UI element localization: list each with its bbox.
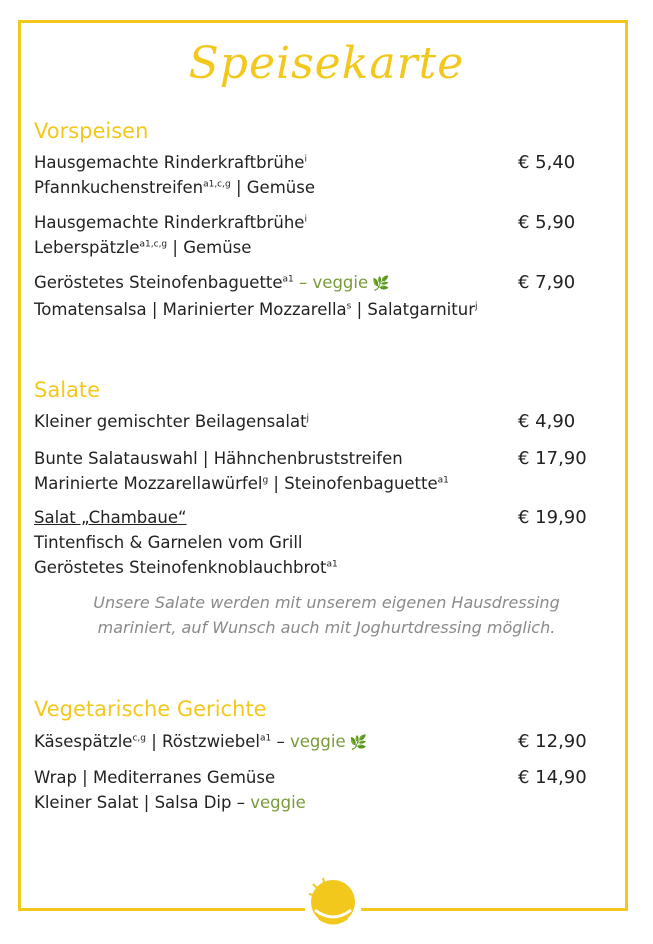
menu-item [34,409,594,434]
menu-item [34,729,594,756]
page-title: Speisekarte [188,38,465,89]
item-price: € 7,90 [518,272,576,293]
sun-logo-icon [305,874,361,932]
leaf-icon: 🌿 [349,735,368,751]
item-line: Geröstetes Steinofenknoblauchbrot$^{a1}$ [34,558,338,577]
item-price: € 12,90 [518,731,587,752]
veggie-label: veggie [290,732,346,751]
section-title-salate: Salate [34,378,101,402]
menu-item [34,446,594,496]
item-line: Hausgemachte Rinderkraftbrühe$^i$ [34,213,307,232]
menu-item [34,765,594,815]
menu-item [34,210,594,260]
salad-note: Unsere Salate werden mit unserem eigenen Hausdressing mariniert, auf Wunsch auch mit Joghurtdressing möglich. [93,593,560,637]
menu-item [34,270,594,322]
item-price: € 17,90 [518,448,587,469]
item-line: Tintenfisch & Garnelen vom Grill [34,533,303,552]
item-line: Käsespätzle$^{c,g}$ | Röstzwiebel$^{a1}$ – veggie 🌿 [34,732,368,751]
menu-item [34,505,594,580]
item-line: Tomatensalsa | Marinierter Mozzarella$^s$ | Salatgarnitur$^j$ [34,300,478,319]
section-title-vegetarisch: Vegetarische Gerichte [34,697,267,721]
item-line: Wrap | Mediterranes Gemüse [34,768,276,787]
item-price: € 4,90 [518,411,576,432]
veggie-label: – veggie [293,273,369,292]
item-price: € 19,90 [518,507,587,528]
item-line: Leberspätzle$^{a1,c,g}$ | Gemüse [34,238,252,257]
veggie-label: veggie [250,793,306,812]
item-line: Marinierte Mozzarellawürfel$^g$ | Steinofenbaguette$^{a1}$ [34,474,449,493]
leaf-icon: 🌿 [372,276,390,292]
item-line: Salat „Chambaue“ [34,508,187,527]
item-line: Kleiner Salat | Salsa Dip – veggie [34,793,306,812]
menu-item [34,150,594,200]
item-line: Kleiner gemischter Beilagensalat$^j$ [34,412,310,431]
item-price: € 5,40 [518,152,576,173]
item-line: Hausgemachte Rinderkraftbrühe$^i$ [34,153,307,172]
item-price: € 5,90 [518,212,576,233]
item-price: € 14,90 [518,767,587,788]
item-line: Geröstetes Steinofenbaguette$^{a1}$ – veggie 🌿 [34,273,390,292]
item-line: Pfannkuchenstreifen$^{a1,c,g}$ | Gemüse [34,178,315,197]
section-title-vorspeisen: Vorspeisen [34,119,149,143]
item-line: Bunte Salatauswahl | Hähnchenbruststreifen [34,449,403,468]
